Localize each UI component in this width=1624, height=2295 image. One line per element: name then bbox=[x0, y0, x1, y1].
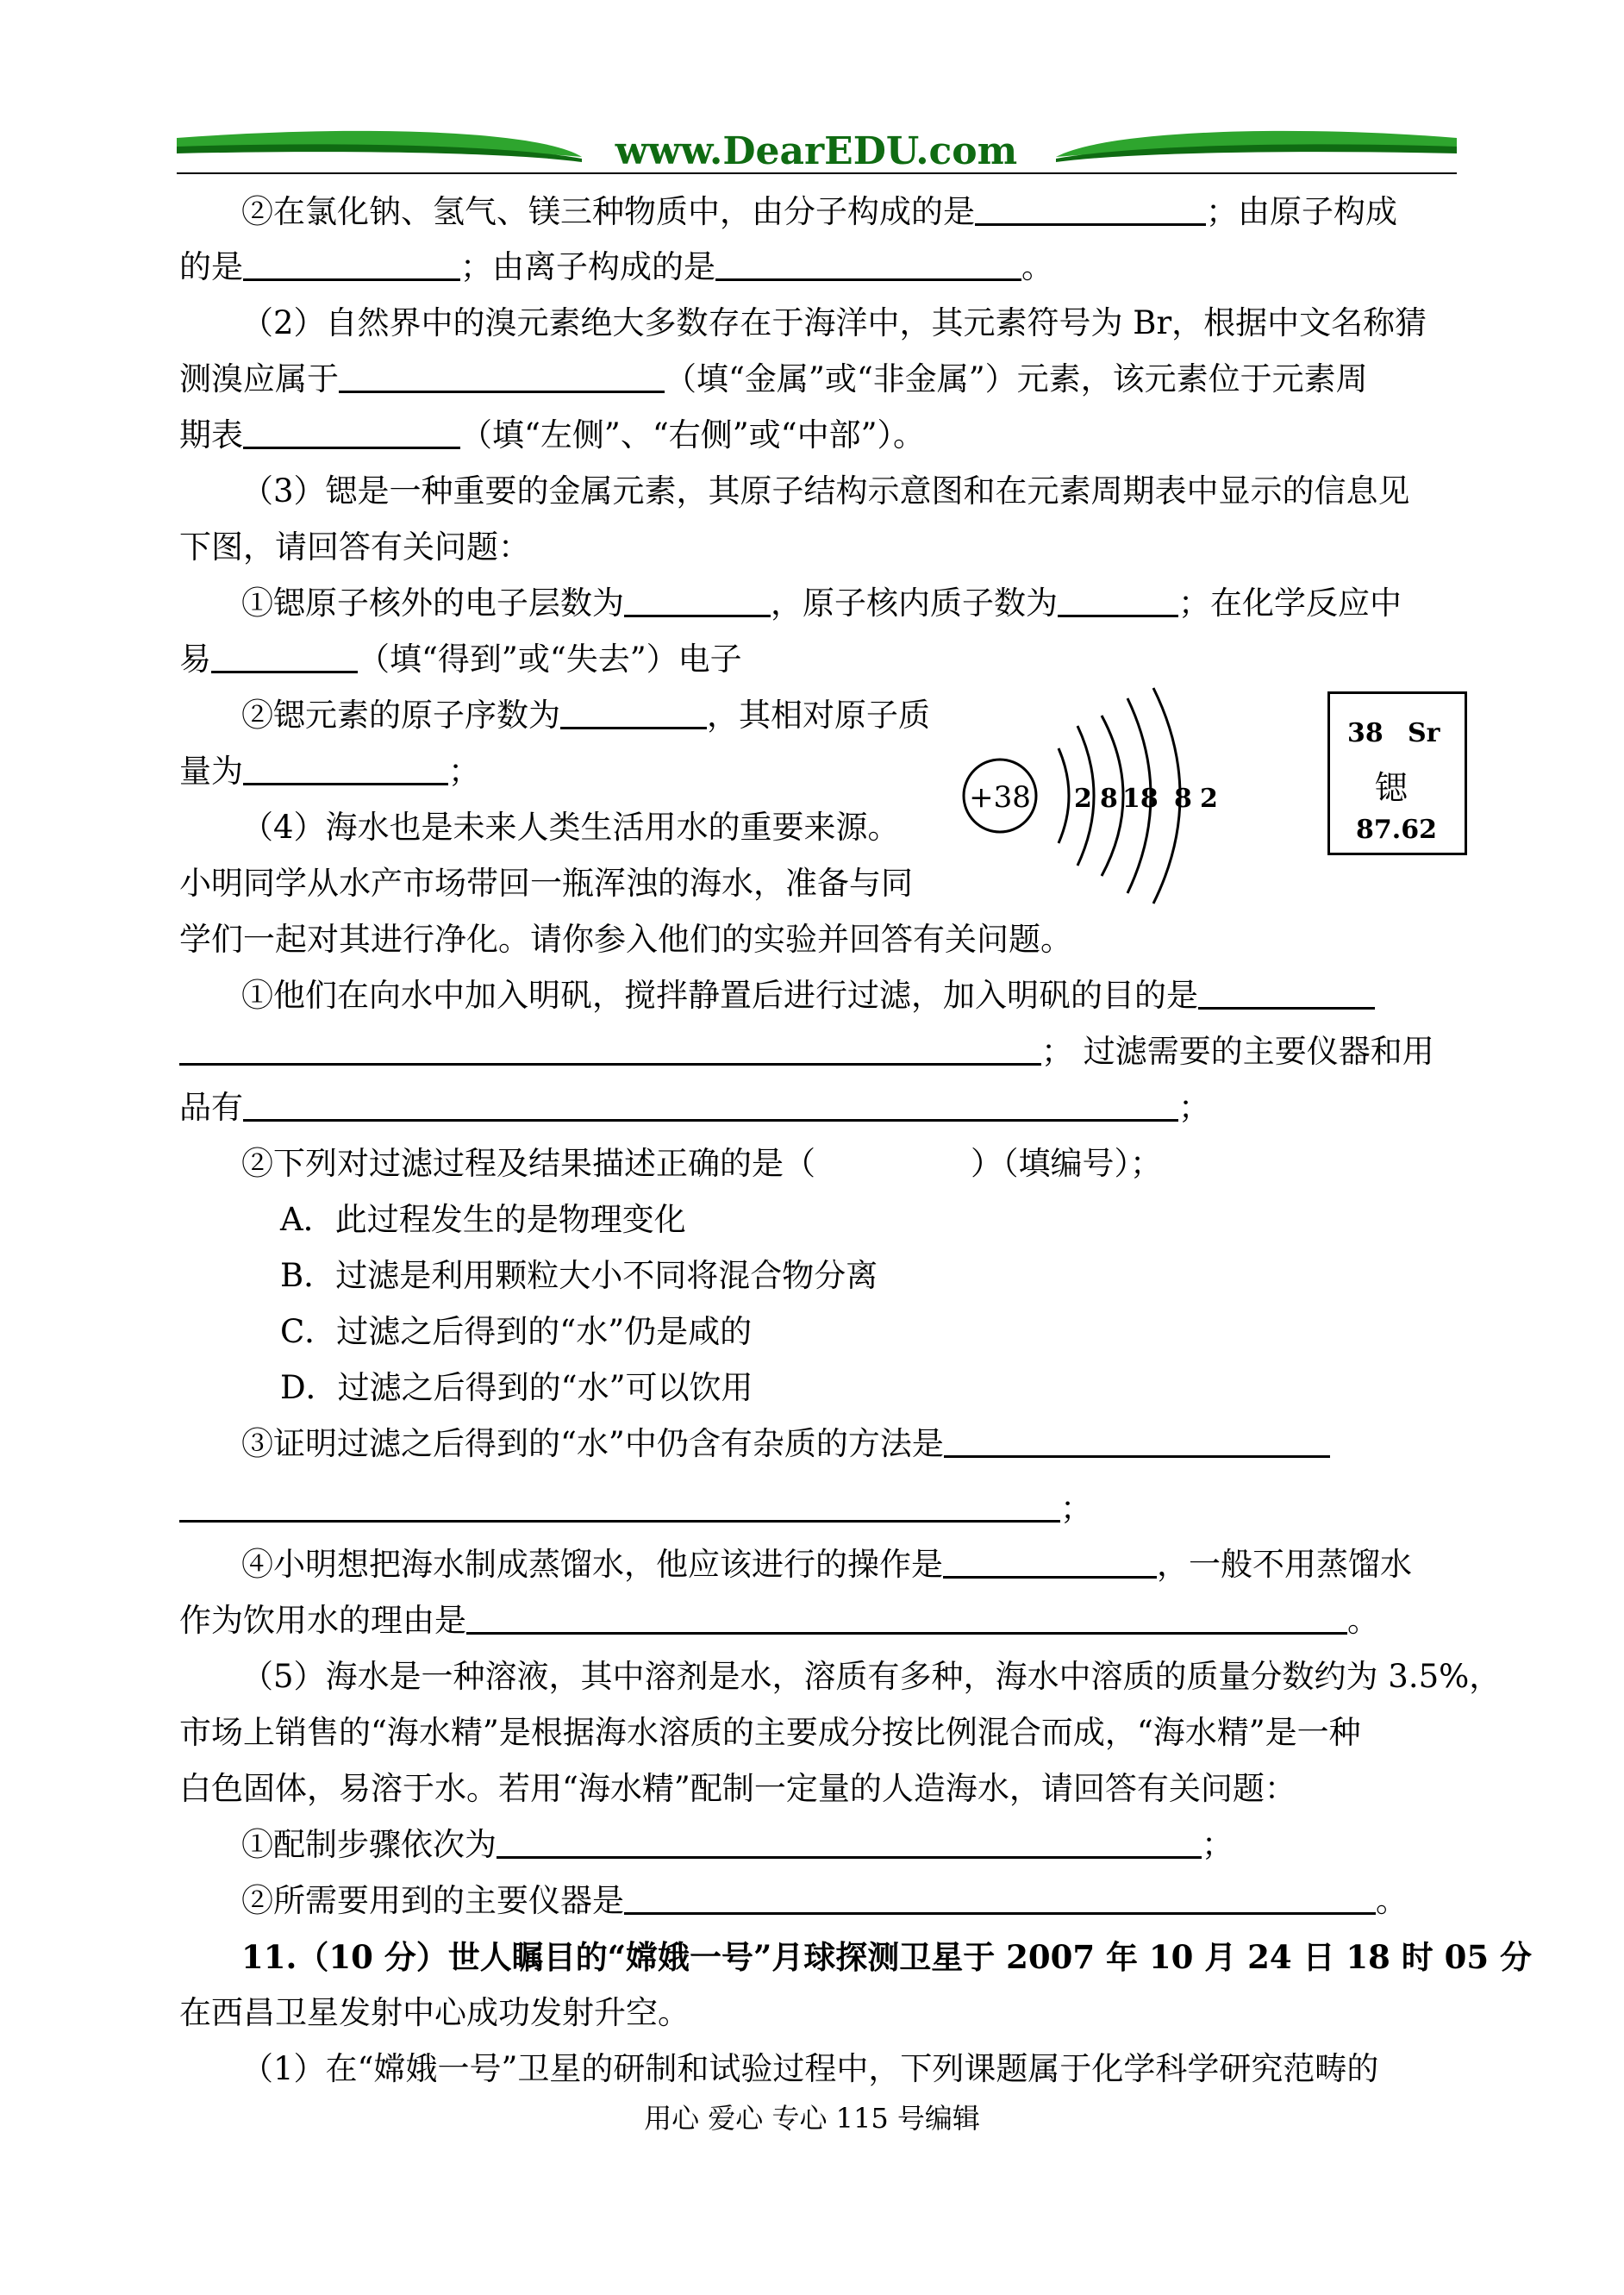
option-b: B．过滤是利用颗粒大小不同将混合物分离 bbox=[280, 1257, 878, 1294]
answer-blank[interactable] bbox=[944, 1424, 1330, 1458]
text-line: 期表 （填“左侧”、“右侧”或“中部”）。 bbox=[179, 416, 925, 453]
text-line: ①配制步骤依次为 ； bbox=[241, 1826, 1234, 1863]
atomic-mass: 87.62 bbox=[1356, 815, 1437, 845]
text-line: 在西昌卫星发射中心成功发射升空。 bbox=[179, 1994, 690, 2031]
answer-blank[interactable] bbox=[497, 1825, 1202, 1859]
answer-blank[interactable] bbox=[243, 247, 460, 281]
text-line: ③证明过滤之后得到的“水”中仍含有杂质的方法是 bbox=[241, 1423, 1330, 1465]
answer-blank[interactable] bbox=[560, 696, 707, 729]
text-line: ； 过滤需要的主要仪器和用 bbox=[179, 1031, 1434, 1072]
element-symbol: Sr bbox=[1408, 718, 1440, 748]
shell-count-5: 2 bbox=[1200, 784, 1218, 814]
shell-count-3: 18 bbox=[1122, 784, 1159, 814]
text-line: 的是 ；由离子构成的是 。 bbox=[179, 248, 1053, 285]
element-name: 锶 bbox=[1375, 769, 1409, 807]
text-line: ②锶元素的原子序数为 ，其相对原子质 bbox=[241, 697, 930, 734]
option-d: D．过滤之后得到的“水”可以饮用 bbox=[280, 1369, 753, 1406]
text-line: ①锶原子核外的电子层数为 ，原子核内质子数为 ；在化学反应中 bbox=[241, 585, 1402, 622]
text-line: ①他们在向水中加入明矾，搅拌静置后进行过滤，加入明矾的目的是 bbox=[241, 975, 1375, 1016]
text-line: 白色固体，易溶于水。若用“海水精”配制一定量的人造海水，请回答有关问题： bbox=[179, 1770, 1296, 1807]
shell-count-2: 8 bbox=[1100, 784, 1118, 814]
nucleus-charge: +38 bbox=[969, 780, 1031, 815]
answer-blank[interactable] bbox=[243, 752, 448, 785]
text-line: 品有 ； bbox=[179, 1089, 1210, 1126]
text-line: ； bbox=[179, 1488, 1092, 1529]
answer-blank[interactable] bbox=[243, 416, 460, 449]
text-line: （3）锶是一种重要的金属元素，其原子结构示意图和在元素周期表中显示的信息见 bbox=[241, 472, 1410, 510]
text-line: 易 （填“得到”或“失去”）电子 bbox=[179, 641, 742, 678]
text-line: ②在氯化钠、氢气、镁三种物质中，由分子构成的是 ；由原子构成 bbox=[241, 193, 1397, 230]
text-line: （2）自然界中的溴元素绝大多数存在于海洋中，其元素符号为 Br，根据中文名称猜 bbox=[241, 304, 1427, 341]
answer-blank[interactable] bbox=[179, 1489, 1060, 1523]
text-line: （1）在“嫦娥一号”卫星的研制和试验过程中，下列课题属于化学科学研究范畴的 bbox=[241, 2050, 1379, 2087]
answer-blank[interactable] bbox=[715, 247, 1021, 281]
answer-blank[interactable] bbox=[466, 1601, 1347, 1635]
text-line: 市场上销售的“海水精”是根据海水溶质的主要成分按比例混合而成，“海水精”是一种 bbox=[179, 1714, 1361, 1751]
answer-blank[interactable] bbox=[943, 1545, 1157, 1579]
option-a: A．此过程发生的是物理变化 bbox=[280, 1201, 686, 1238]
shell-count-4: 8 bbox=[1174, 784, 1192, 814]
shell-arc-1 bbox=[1059, 748, 1069, 843]
site-logo-text: www.DearEDU.com bbox=[615, 129, 1018, 173]
atom-structure-diagram bbox=[948, 672, 1259, 914]
answer-blank[interactable] bbox=[975, 192, 1206, 226]
text-line: ②下列对过滤过程及结果描述正确的是（ ）（填编号）； bbox=[241, 1145, 1162, 1182]
question-heading: 11.（10 分）世人瞩目的“嫦娥一号”月球探测卫星于 2007 年 10 月 24 日 18 时 05 分 bbox=[241, 1938, 1533, 1976]
text-line: 下图，请回答有关问题： bbox=[179, 528, 530, 566]
answer-blank[interactable] bbox=[624, 1881, 1376, 1915]
text-line: ②所需要用到的主要仪器是 。 bbox=[241, 1882, 1408, 1919]
text-line: 学们一起对其进行净化。请你参入他们的实验并回答有关问题。 bbox=[179, 921, 1072, 958]
text-line: （4）海水也是未来人类生活用水的重要来源。 bbox=[241, 809, 900, 846]
shell-count-1: 2 bbox=[1074, 784, 1092, 814]
text-line: 量为 ； bbox=[179, 753, 480, 790]
text-line: （5）海水是一种溶液，其中溶剂是水，溶质有多种，海水中溶质的质量分数约为 3.5%， bbox=[241, 1658, 1502, 1695]
answer-blank[interactable] bbox=[1058, 584, 1178, 617]
answer-blank[interactable] bbox=[624, 584, 771, 617]
text-line: ④小明想把海水制成蒸馏水，他应该进行的操作是 ，一般不用蒸馏水 bbox=[241, 1546, 1412, 1583]
option-c: C．过滤之后得到的“水”仍是咸的 bbox=[280, 1313, 753, 1350]
text-line: 作为饮用水的理由是 。 bbox=[179, 1602, 1379, 1639]
periodic-element-cell bbox=[1327, 691, 1467, 855]
answer-blank[interactable] bbox=[1198, 976, 1375, 1010]
text-line: 测溴应属于 （填“金属”或“非金属”）元素，该元素位于元素周 bbox=[179, 360, 1368, 397]
atomic-number: 38 bbox=[1347, 718, 1384, 748]
page-footer: 用心 爱心 专心 115 号编辑 bbox=[644, 2102, 980, 2135]
answer-blank[interactable] bbox=[179, 1032, 1041, 1066]
text-line: 小明同学从水产市场带回一瓶浑浊的海水，准备与同 bbox=[179, 865, 913, 902]
banner-swoosh bbox=[177, 121, 1457, 181]
answer-blank[interactable] bbox=[243, 1088, 1178, 1122]
answer-blank[interactable] bbox=[339, 360, 665, 393]
header-banner bbox=[177, 121, 1457, 181]
answer-blank[interactable] bbox=[211, 640, 358, 673]
